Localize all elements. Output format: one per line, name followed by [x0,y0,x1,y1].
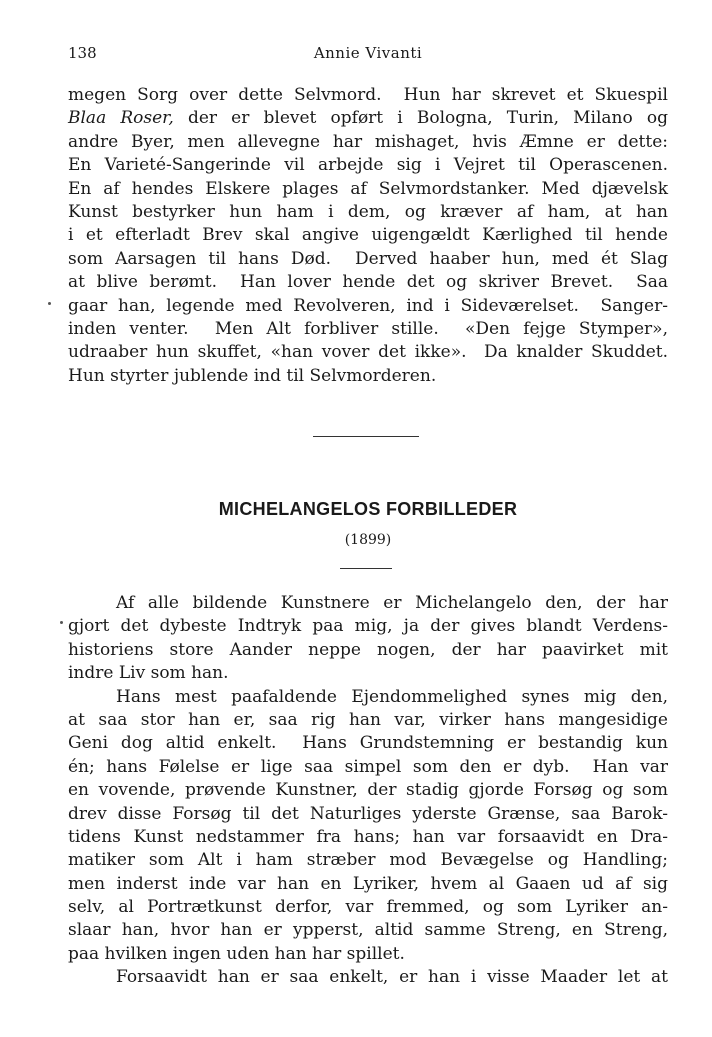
text-line [68,107,668,130]
text-line: andre Byer, men allevegne har mishaget, hvis Æmne er dette: [68,131,668,152]
text-line: matiker som Alt i ham stræber mod Bevægelse og Handling; [68,850,668,871]
text-line: en vovende, prøvende Kunstner, der stadig gjorde Forsøg og som [68,780,668,801]
story-end-paragraph [68,84,668,388]
play-title: Blaa Roser, [68,108,174,129]
text-line: Hun styrter jublende ind til Selvmorderen. [68,365,437,386]
section-separator [313,436,419,437]
running-head: Annie Vivanti [313,44,423,62]
text-line: Forsaavidt han er saa enkelt, er han i visse Maader let at [116,967,668,988]
text-line: Geni dog altid enkelt. Hans Grundstemning er bestandig kun [68,733,668,754]
title-separator [340,568,392,569]
page-header [68,44,668,68]
text-line: udraaber hun skuffet, «han vover det ikke». Da knalder Skuddet. [68,342,668,363]
essay-year: (1899) [344,532,392,548]
text-line: selv, al Portrætkunst derfor, var fremmed, og som Lyriker an- [68,897,668,918]
text-line: historiens store Aander neppe nogen, der har paavirket mit [68,639,668,660]
text-line: megen Sorg over dette Selvmord. Hun har skrevet et Skuespil [68,85,668,105]
text-line-rest: der er blevet opført i Bologna, Turin, Milano og [173,108,668,129]
text-line: slaar han, hvor han er ypperst, altid samme Streng, en Streng, [68,920,668,941]
text-line: i et efterladt Brev skal angive uigengældt Kærlighed til hende [68,225,668,246]
text-line: at saa stor han er, saa rig han var, virker hans mangesidige [68,709,668,730]
text-line: En Varieté-Sangerinde vil arbejde sig i Vejret til Operascenen. [68,155,668,176]
text-line: gaar han, legende med Revolveren, ind i Sideværelset. Sanger- [68,295,668,316]
text-line: én; hans Følelse er lige saa simpel som den er dyb. Han var [68,756,668,777]
text-line: Kunst bestyrker hun ham i dem, og kræver af ham, at han [68,201,668,222]
text-line: gjort det dybeste Indtryk paa mig, ja der gives blandt Verdens- [68,616,668,637]
margin-mark [60,621,63,624]
text-line: tidens Kunst nedstammer fra hans; han var forsaavidt en Dra- [68,826,668,847]
text-line: men inderst inde var han en Lyriker, hvem al Gaaen ud af sig [68,873,668,894]
essay-title: MICHELANGELOS FORBILLEDER [218,499,518,519]
text-line: inden venter. Men Alt forbliver stille. «Den fejge Stymper», [68,318,668,339]
text-line: En af hendes Elskere plages af Selvmordstanker. Med djævelsk [68,178,668,199]
text-line: indre Liv som han. [68,663,229,684]
text-line: Hans mest paafaldende Ejendommelighed synes mig den, [116,686,668,707]
text-line: Af alle bildende Kunstnere er Michelangelo den, der har [116,593,668,613]
page-number: 138 [68,44,97,62]
text-line: paa hvilken ingen uden han har spillet. [68,943,405,964]
text-line: drev disse Forsøg til det Naturliges yderste Grænse, saa Barok- [68,803,668,824]
margin-mark [48,302,51,305]
essay-body [68,592,668,990]
text-line: at blive berømt. Han lover hende det og skriver Brevet. Saa [68,272,668,293]
text-line: som Aarsagen til hans Død. Derved haaber hun, med ét Slag [68,248,668,269]
